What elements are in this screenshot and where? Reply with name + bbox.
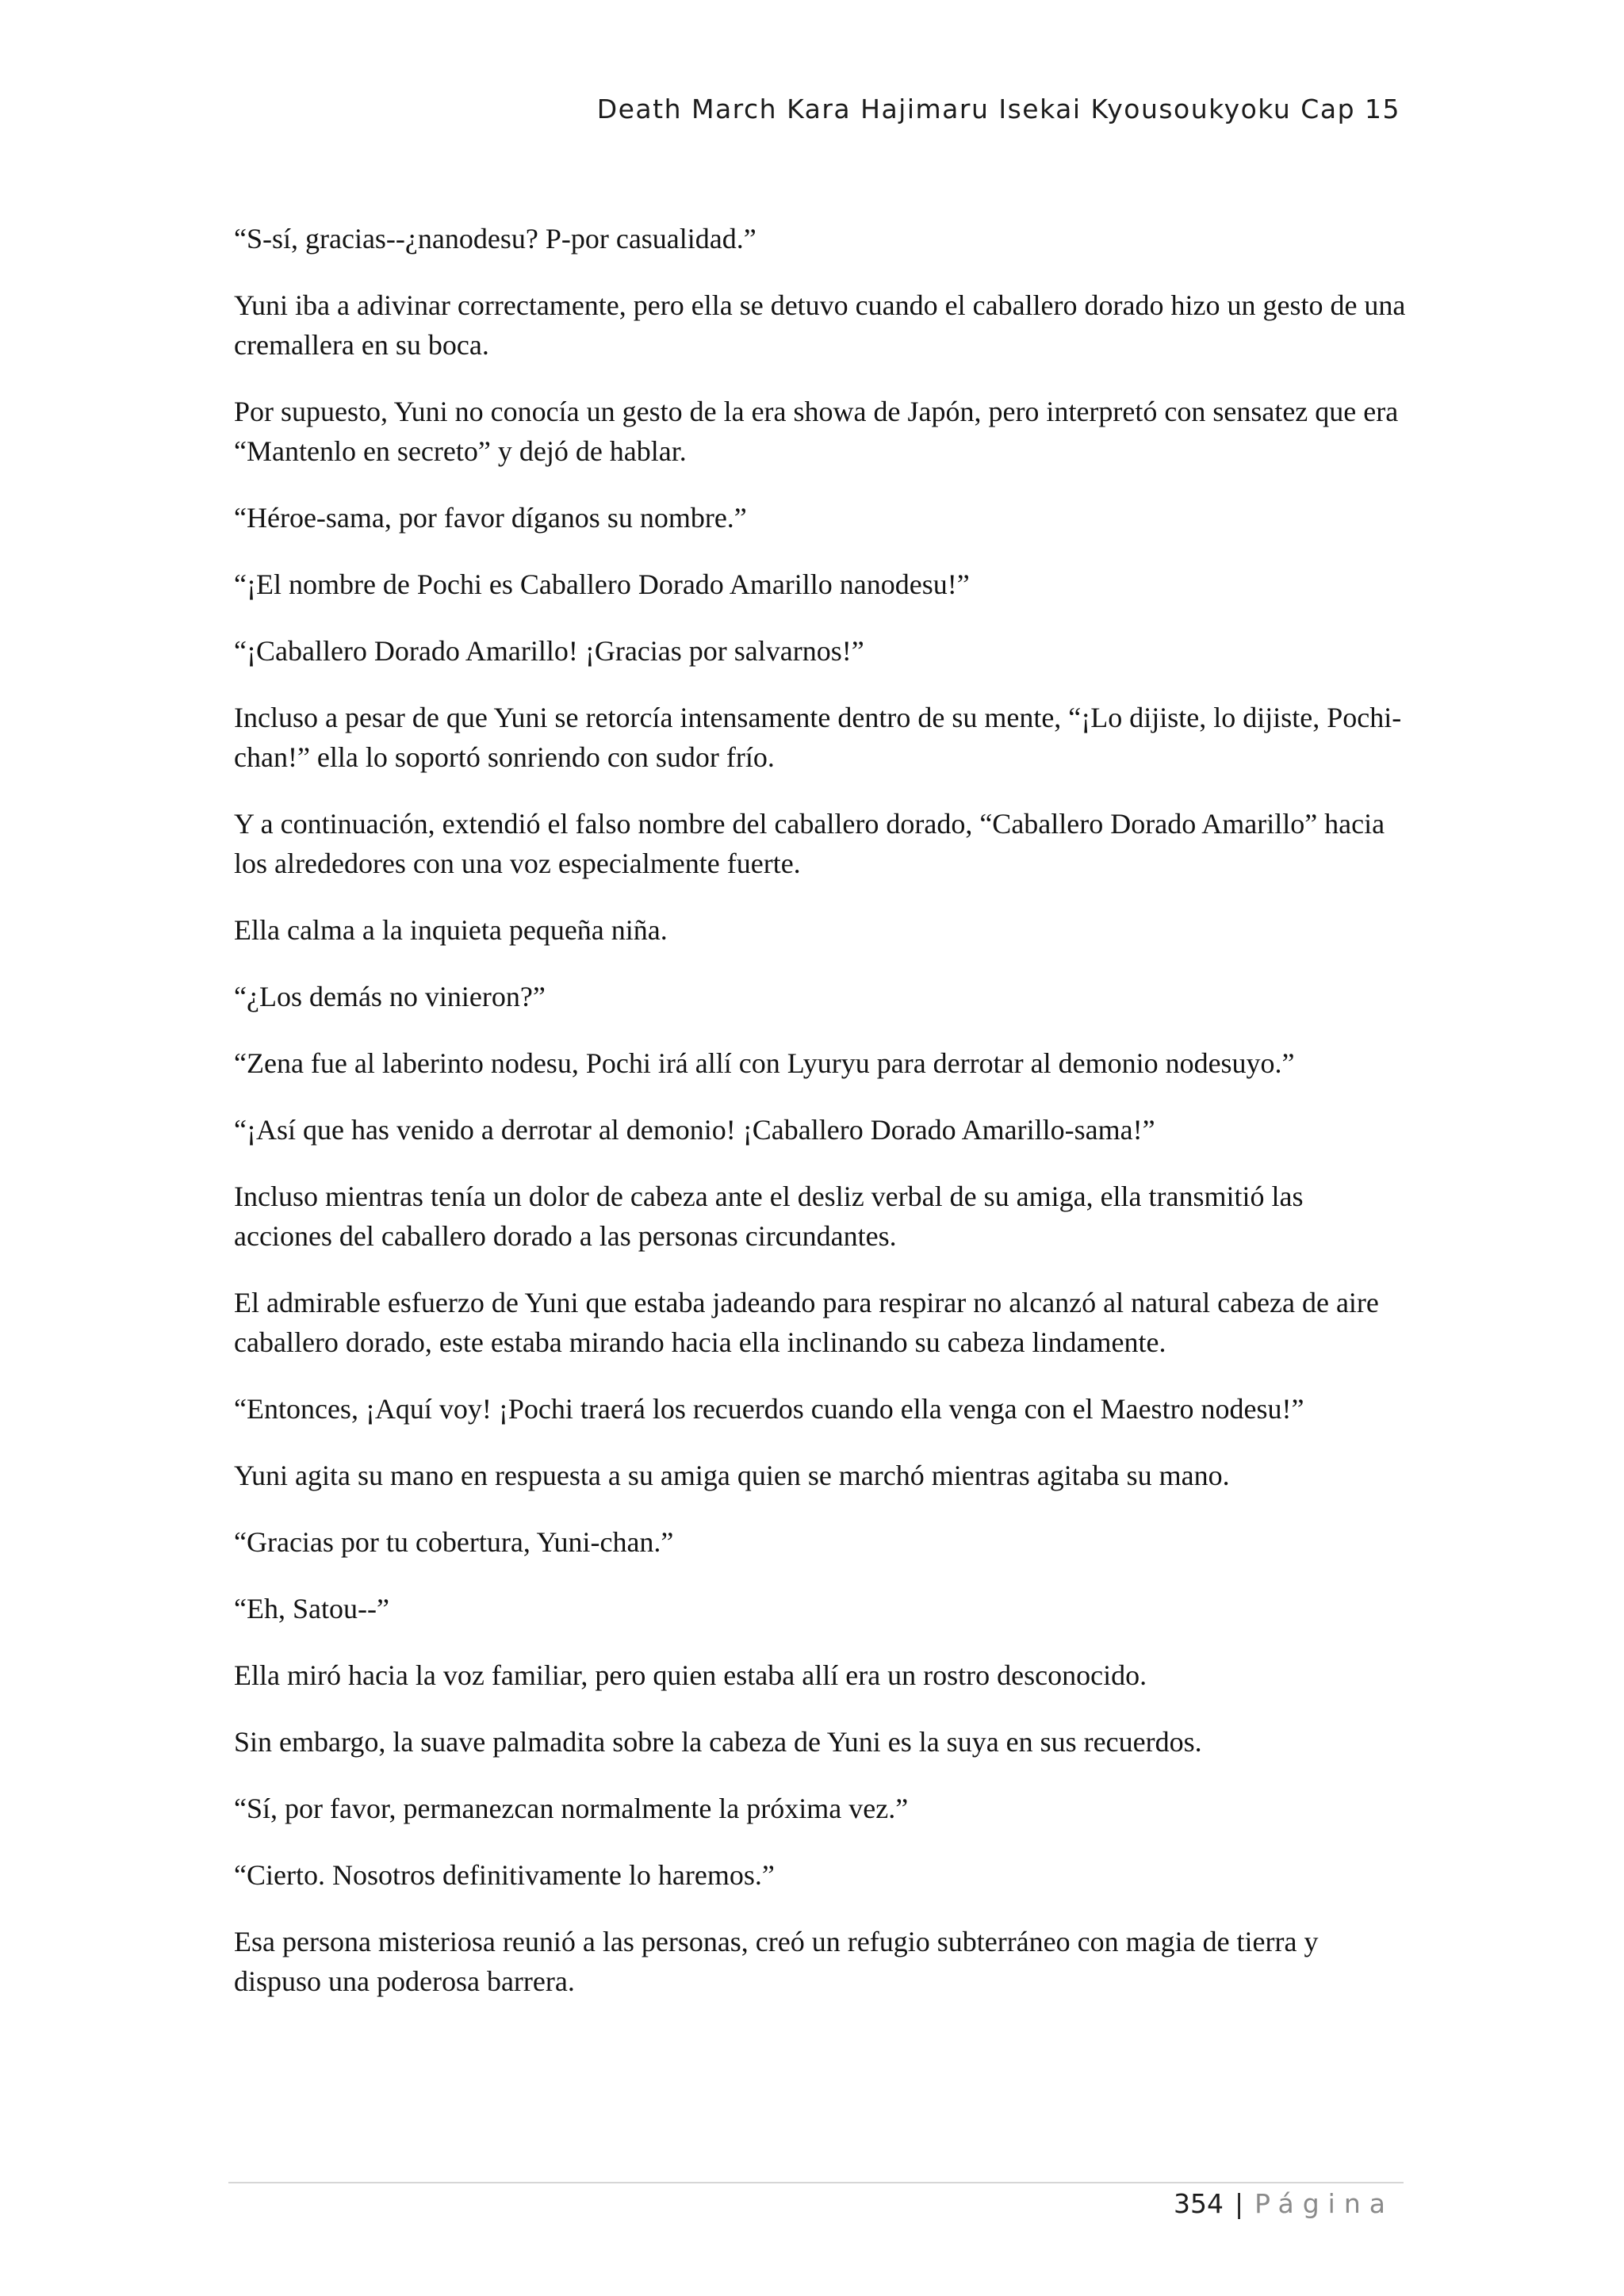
- footer-separator: |: [1234, 2188, 1244, 2219]
- paragraph: Y a continuación, extendió el falso nombre del caballero dorado, “Caballero Dorado Amarillo” hacia los alrededores con una voz especialmente fuerte.: [234, 808, 1385, 879]
- paragraph: “Cierto. Nosotros definitivamente lo haremos.”: [234, 1859, 775, 1891]
- paragraph: “Gracias por tu cobertura, Yuni-chan.”: [234, 1526, 674, 1558]
- paragraph: Incluso a pesar de que Yuni se retorcía intensamente dentro de su mente, “¡Lo dijiste, lo dijiste, Pochi-chan!” ella lo soportó sonriendo con sudor frío.: [234, 702, 1402, 773]
- footer-divider: [228, 2182, 1404, 2183]
- paragraph: “Entonces, ¡Aquí voy! ¡Pochi traerá los recuerdos cuando ella venga con el Maestro nodesu!”: [234, 1393, 1304, 1425]
- paragraph: “Eh, Satou--”: [234, 1593, 389, 1624]
- paragraph: Yuni agita su mano en respuesta a su amiga quien se marchó mientras agitaba su mano.: [234, 1460, 1230, 1491]
- paragraph: Sin embargo, la suave palmadita sobre la cabeza de Yuni es la suya en sus recuerdos.: [234, 1726, 1202, 1758]
- paragraph: “¡El nombre de Pochi es Caballero Dorado Amarillo nanodesu!”: [234, 568, 970, 600]
- paragraph: “Zena fue al laberinto nodesu, Pochi irá allí con Lyuryu para derrotar al demonio nodesuyo.”: [234, 1047, 1295, 1079]
- paragraph: “Héroe-sama, por favor díganos su nombre.”: [234, 502, 747, 534]
- page-number: 354: [1173, 2188, 1224, 2219]
- paragraph: “Sí, por favor, permanezcan normalmente la próxima vez.”: [234, 1793, 909, 1824]
- paragraph: Incluso mientras tenía un dolor de cabeza ante el desliz verbal de su amiga, ella transmitió las acciones del caballero dorado a las personas circundantes.: [234, 1181, 1304, 1252]
- running-header-title: Death March Kara Hajimaru Isekai Kyousoukyoku Cap 15: [596, 94, 1400, 124]
- paragraph: Ella calma a la inquieta pequeña niña.: [234, 914, 668, 946]
- paragraph: Esa persona misteriosa reunió a las personas, creó un refugio subterráneo con magia de tierra y dispuso una poderosa barrera.: [234, 1926, 1319, 1997]
- paragraph: “S-sí, gracias--¿nanodesu? P-por casualidad.”: [234, 223, 756, 254]
- paragraph: El admirable esfuerzo de Yuni que estaba jadeando para respirar no alcanzó al natural cabeza de aire caballero dorado, este estaba mirando hacia ella inclinando su cabeza lindamente.: [234, 1287, 1379, 1358]
- paragraph: “¿Los demás no vinieron?”: [234, 981, 546, 1012]
- paragraph: Por supuesto, Yuni no conocía un gesto de la era showa de Japón, pero interpretó con sensatez que era “Mantenlo en secreto” y dejó de hablar.: [234, 396, 1399, 467]
- paragraph: Ella miró hacia la voz familiar, pero quien estaba allí era un rostro desconocido.: [234, 1659, 1147, 1691]
- paragraph: Yuni iba a adivinar correctamente, pero ella se detuvo cuando el caballero dorado hizo un gesto de una cremallera en su boca.: [234, 289, 1406, 361]
- page-label: Página: [1254, 2188, 1394, 2219]
- paragraph: “¡Así que has venido a derrotar al demonio! ¡Caballero Dorado Amarillo-sama!”: [234, 1114, 1155, 1146]
- chapter-body: [234, 219, 1408, 2028]
- paragraph: “¡Caballero Dorado Amarillo! ¡Gracias por salvarnos!”: [234, 635, 864, 667]
- page-footer: [1174, 2188, 1394, 2219]
